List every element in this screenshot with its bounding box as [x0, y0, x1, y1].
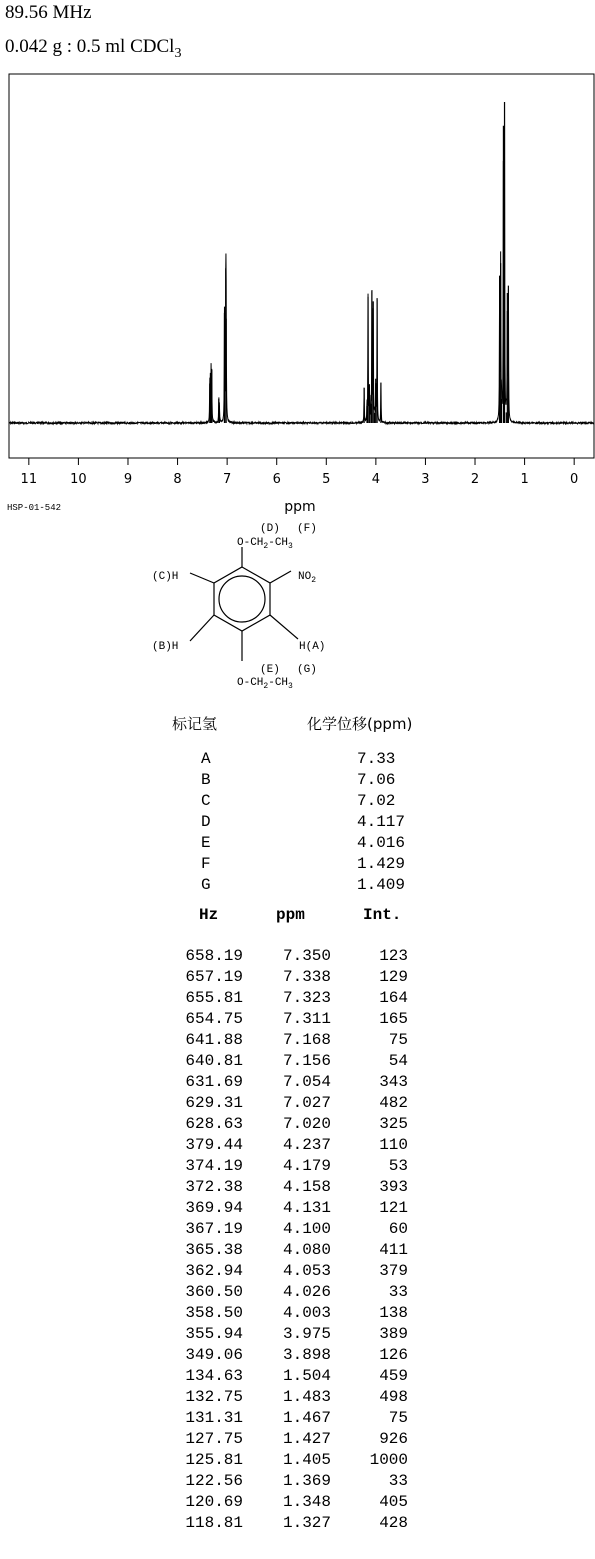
shift-label: F	[201, 855, 211, 873]
peak-ppm: 4.080	[282, 1241, 331, 1259]
peak-table-hz-header: Hz	[199, 906, 219, 924]
top-sub3: 3	[288, 542, 293, 551]
peak-table-ppm-header: ppm	[276, 906, 305, 924]
shift-value: 4.117	[357, 813, 406, 831]
x-tick-label: 11	[20, 472, 38, 487]
peak-ppm: 4.131	[282, 1199, 331, 1217]
peak-ppm: 7.054	[282, 1073, 331, 1091]
x-tick-label: 0	[570, 472, 579, 487]
label-d: (D)	[260, 523, 280, 535]
peak-ppm: 4.237	[282, 1136, 331, 1154]
shift-label: C	[201, 792, 211, 810]
shift-value: 7.02	[357, 792, 396, 810]
peak-int: 325	[379, 1115, 408, 1133]
label-g: (G)	[297, 664, 317, 676]
peak-hz: 640.81	[185, 1052, 243, 1070]
x-tick-label: 6	[272, 472, 281, 487]
peak-int: 379	[379, 1262, 408, 1280]
peak-ppm: 1.483	[282, 1388, 331, 1406]
peak-int: 75	[388, 1031, 408, 1049]
peak-ppm: 3.898	[282, 1346, 331, 1364]
x-tick-label: 8	[173, 472, 182, 487]
molecule-structure	[0, 515, 595, 700]
shift-label: B	[201, 771, 211, 789]
peak-int: 1000	[369, 1451, 408, 1469]
x-tick-label: 9	[123, 472, 133, 487]
peak-ppm: 7.323	[282, 989, 331, 1007]
peak-table-int-header: Int.	[363, 906, 402, 924]
top-sub2: 2	[263, 542, 269, 551]
nmr-spectrum-chart	[0, 60, 595, 515]
x-axis-label: ppm	[284, 499, 316, 515]
peak-int: 60	[388, 1220, 408, 1238]
shift-label: E	[201, 834, 211, 852]
peak-hz: 367.19	[185, 1220, 243, 1238]
shift-value: 1.429	[357, 855, 406, 873]
bottom-sub3: 3	[288, 682, 293, 691]
bottom-och: O-CH	[237, 677, 264, 689]
peak-ppm: 7.338	[282, 968, 331, 986]
shift-label: A	[201, 750, 211, 768]
peak-int: 393	[379, 1178, 408, 1196]
peak-ppm: 4.026	[282, 1283, 331, 1301]
peak-int: 126	[379, 1346, 408, 1364]
peak-hz: 631.69	[185, 1073, 243, 1091]
peak-hz: 362.94	[185, 1262, 243, 1280]
benzene-ring	[190, 547, 298, 661]
peak-ppm: 7.168	[282, 1031, 331, 1049]
x-tick-label: 1	[520, 472, 529, 487]
bottom-ethoxy	[237, 677, 293, 691]
peak-ppm: 4.100	[282, 1220, 331, 1238]
peak-hz: 365.38	[185, 1241, 243, 1259]
peak-ppm: 1.405	[282, 1451, 331, 1469]
ring-aromatic-circle	[219, 576, 265, 622]
shift-value: 7.33	[357, 750, 396, 768]
x-tick-label: 7	[222, 472, 232, 487]
peak-int: 123	[379, 947, 408, 965]
peak-hz: 358.50	[185, 1304, 243, 1322]
peak-ppm: 1.504	[282, 1367, 331, 1385]
peak-hz: 369.94	[185, 1199, 243, 1217]
bond-ch	[190, 573, 214, 583]
peak-ppm: 4.158	[282, 1178, 331, 1196]
peak-int: 343	[379, 1073, 408, 1091]
sample-subscript: 3	[174, 45, 182, 61]
x-tick-label: 10	[70, 472, 87, 487]
label-b-h: (B)H	[152, 641, 179, 653]
shift-table-label-header: 标记氢	[172, 715, 218, 733]
peak-int: 165	[379, 1010, 408, 1028]
x-tick-label: 2	[470, 472, 480, 487]
peak-hz: 379.44	[185, 1136, 243, 1154]
peak-hz: 372.38	[185, 1178, 243, 1196]
peak-int: 498	[379, 1388, 408, 1406]
shift-label: D	[201, 813, 211, 831]
peak-ppm: 1.467	[282, 1409, 331, 1427]
peak-hz: 654.75	[185, 1010, 243, 1028]
peak-hz: 641.88	[185, 1031, 243, 1049]
peak-hz: 655.81	[185, 989, 243, 1007]
shift-value: 1.409	[357, 876, 406, 894]
peak-hz: 122.56	[185, 1472, 243, 1490]
peak-ppm: 4.053	[282, 1262, 331, 1280]
peak-int: 33	[388, 1283, 408, 1301]
x-axis	[9, 458, 594, 487]
spectrum-code: HSP-01-542	[7, 503, 62, 513]
nitro-group	[298, 571, 316, 585]
peak-ppm: 3.975	[282, 1325, 331, 1343]
shift-table-ppm-header: 化学位移(ppm)	[307, 715, 413, 733]
peak-int: 926	[379, 1430, 408, 1448]
top-ch: -CH	[268, 537, 289, 549]
x-tick-label: 5	[322, 472, 331, 487]
peak-int: 405	[379, 1493, 408, 1511]
bottom-sub2: 2	[263, 682, 269, 691]
peak-hz: 120.69	[185, 1493, 243, 1511]
bond-ah	[270, 615, 298, 639]
shift-label: G	[201, 876, 211, 894]
sample-info	[5, 36, 181, 62]
nitro-sub: 2	[311, 576, 317, 585]
top-ethoxy	[237, 537, 293, 551]
top-och: O-CH	[237, 537, 264, 549]
bottom-ch: -CH	[268, 677, 289, 689]
peak-int: 482	[379, 1094, 408, 1112]
peak-ppm: 7.027	[282, 1094, 331, 1112]
peak-int: 75	[388, 1409, 408, 1427]
spectrum-line	[9, 102, 594, 424]
peak-hz: 349.06	[185, 1346, 243, 1364]
sample-text: 0.042 g : 0.5 ml CDCl	[5, 36, 175, 57]
peak-int: 110	[379, 1136, 408, 1154]
peak-int: 121	[379, 1199, 408, 1217]
peak-int: 164	[379, 989, 408, 1007]
peak-ppm: 1.427	[282, 1430, 331, 1448]
peak-hz: 629.31	[185, 1094, 243, 1112]
spectrometer-frequency: 89.56 MHz	[5, 2, 92, 23]
peak-int: 54	[388, 1052, 408, 1070]
peak-int: 411	[379, 1241, 408, 1259]
peak-hz: 374.19	[185, 1157, 243, 1175]
label-e: (E)	[260, 664, 280, 676]
shift-value: 4.016	[357, 834, 406, 852]
label-c-h: (C)H	[152, 571, 179, 583]
peak-hz: 628.63	[185, 1115, 243, 1133]
peak-int: 459	[379, 1367, 408, 1385]
peak-hz: 127.75	[185, 1430, 243, 1448]
peak-hz: 131.31	[185, 1409, 243, 1427]
bond-bh	[190, 615, 214, 641]
peak-hz: 658.19	[185, 947, 243, 965]
peak-int: 33	[388, 1472, 408, 1490]
peak-int: 428	[379, 1514, 408, 1532]
peak-ppm: 7.311	[282, 1010, 331, 1028]
peak-ppm: 1.369	[282, 1472, 331, 1490]
label-a-h: H(A)	[299, 641, 326, 653]
peak-hz: 134.63	[185, 1367, 243, 1385]
peak-ppm: 7.020	[282, 1115, 331, 1133]
peak-hz: 355.94	[185, 1325, 243, 1343]
peak-int: 129	[379, 968, 408, 986]
nitro-no: NO	[298, 571, 312, 583]
x-tick-label: 3	[421, 472, 430, 487]
peak-int: 389	[379, 1325, 408, 1343]
peak-ppm: 4.003	[282, 1304, 331, 1322]
peak-hz: 132.75	[185, 1388, 243, 1406]
peak-ppm: 1.348	[282, 1493, 331, 1511]
peak-int: 53	[388, 1157, 408, 1175]
spectrum-trace-group	[9, 102, 594, 424]
peak-ppm: 1.327	[282, 1514, 331, 1532]
bond-nitro	[270, 571, 291, 583]
x-tick-label: 4	[371, 472, 381, 487]
peak-ppm: 4.179	[282, 1157, 331, 1175]
peak-hz: 125.81	[185, 1451, 243, 1469]
label-f: (F)	[297, 523, 317, 535]
peak-hz: 657.19	[185, 968, 243, 986]
peak-int: 138	[379, 1304, 408, 1322]
peak-ppm: 7.350	[282, 947, 331, 965]
peak-hz: 360.50	[185, 1283, 243, 1301]
peak-hz: 118.81	[185, 1514, 243, 1532]
peak-ppm: 7.156	[282, 1052, 331, 1070]
shift-value: 7.06	[357, 771, 396, 789]
